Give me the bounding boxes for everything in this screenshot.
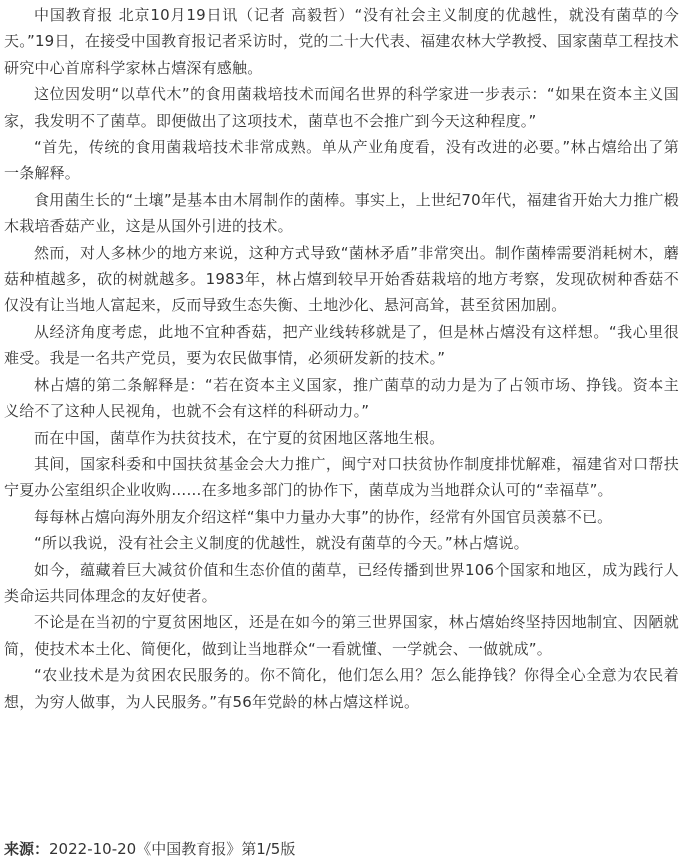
source-label: 来源： (4, 840, 50, 858)
paragraph-13: 不论是在当初的宁夏贫困地区，还是在如今的第三世界国家，林占熺始终坚持因地制宜、因陋就简，使技术本土化、简便化，做到让当地群众“一看就懂、一学就会、一做就成”。 (4, 613, 679, 658)
paragraph-7: 林占熺的第二条解释是：“若在资本主义国家，推广菌草的动力是为了占领市场、挣钱。资本主义给不了这种人民视角，也就不会有这样的科研动力。” (4, 375, 679, 421)
paragraph-3: “首先，传统的食用菌栽培技术非常成熟。单从产业角度看，没有改进的必要。”林占熺给出了第一条解释。 (4, 138, 679, 183)
paragraph-14: “农业技术是为贫困农民服务的。你不简化，他们怎么用？怎么能挣钱？你得全心全意为农民着想，为穷人做事，为人民服务。”有56年党龄的林占熺这样说。 (4, 666, 679, 711)
paragraph-11: “所以我说，没有社会主义制度的优越性，就没有菌草的今天。”林占熺说。 (34, 534, 529, 553)
paragraph-10: 每每林占熺向海外朋友介绍这样“集中力量办大事”的协作，经常有外国官员羡慕不已。 (34, 507, 613, 526)
paragraph-9: 其间，国家科委和中国扶贫基金会大力推广，闽宁对口扶贫协作制度排忧解难，福建省对口帮扶宁夏办公室组织企业收购……在多地多部门的协作下，菌草成为当地群众认可的“幸福草”。 (4, 454, 679, 500)
paragraph-12: 如今，蕴藏着巨大减贫价值和生态价值的菌草，已经传播到世界106个国家和地区，成为践行人类命运共同体理念的友好使者。 (4, 560, 679, 605)
paragraph-1: 中国教育报 北京10月19日讯（记者 高毅哲）“没有社会主义制度的优越性，就没有菌草的今天。”19日，在接受中国教育报记者采访时，党的二十大代表、福建农林大学教授、国家菌草工程技术研究中心首席科学家林占熺深有感触。 (4, 6, 679, 77)
paragraph-8: 而在中国，菌草作为扶贫技术，在宁夏的贫困地区落地生根。 (34, 428, 445, 447)
source-line (4, 838, 295, 860)
paragraph-6: 从经济角度考虑，此地不宜种香菇，把产业线转移就是了，但是林占熺没有这样想。“我心里很难受。我是一名共产党员，要为农民做事情，必须研发新的技术。” (4, 322, 679, 368)
paragraph-5: 然而，对人多林少的地方来说，这种方式导致“菌林矛盾”非常突出。制作菌棒需要消耗树木，蘑菇种植越多，砍的树就越多。1983年，林占熺到较早开始香菇栽培的地方考察，发现砍树种香菇不仅没有让当地人富起来，反而导致生态失衡、土地沙化、悬河高耸，甚至贫困加剧。 (4, 243, 679, 315)
paragraph-2: 这位因发明“以草代木”的食用菌栽培技术而闻名世界的科学家进一步表示：“如果在资本主义国家，我发明不了菌草。即便做出了这项技术，菌草也不会推广到今天这种程度。” (4, 85, 679, 130)
source-value: 2022-10-20《中国教育报》第1/5版 (49, 840, 296, 858)
paragraph-4: 食用菌生长的“土壤”是基本由木屑制作的菌棒。事实上，上世纪70年代，福建省开始大力推广椴木栽培香菇产业，这是从国外引进的技术。 (4, 190, 679, 236)
